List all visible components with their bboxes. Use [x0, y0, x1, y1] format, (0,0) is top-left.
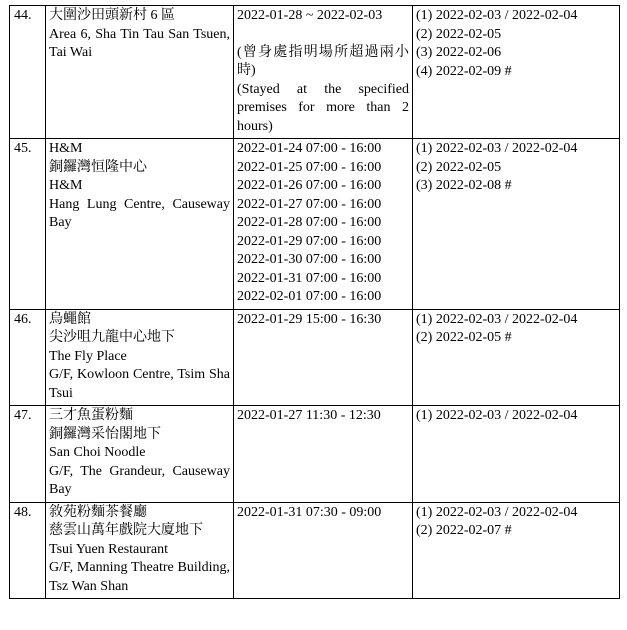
test-date: (3) 2022-02-08 #: [416, 178, 512, 193]
test-date: (1) 2022-02-03 / 2022-02-04: [416, 408, 578, 423]
test-date: (1) 2022-02-03 / 2022-02-04: [416, 8, 578, 23]
test-date: (2) 2022-02-05 #: [416, 330, 512, 345]
stay-note-chinese: (曾身處指明場所超過兩小時): [237, 44, 409, 78]
location-english: G/F, Manning Theatre Building, Tsz Wan Shan: [49, 560, 230, 594]
table-row: [10, 502, 620, 599]
location-chinese: 大圍沙田頭新村 6 區: [49, 8, 175, 23]
test-date: (2) 2022-02-05: [416, 26, 502, 42]
date-time: 2022-01-29 07:00 - 16:00: [237, 233, 382, 249]
date-range: 2022-01-28 ~ 2022-02-03: [237, 8, 383, 23]
test-dates-cell: [413, 309, 620, 406]
location-cell: [46, 6, 234, 139]
location-english: Hang Lung Centre, Causeway Bay: [49, 196, 230, 230]
location-name-english: H&M: [49, 141, 83, 156]
table-row: [10, 406, 620, 503]
location-chinese: 銅鑼灣采怡閣地下: [49, 426, 161, 442]
test-dates-cell: [413, 139, 620, 310]
date-cell: [234, 406, 413, 503]
row-number: 46.: [10, 309, 46, 406]
premises-table: [9, 5, 620, 599]
location-english: G/F, Kowloon Centre, Tsim Sha Tsui: [49, 367, 230, 401]
table-row: [10, 309, 620, 406]
test-date: (2) 2022-02-07 #: [416, 523, 512, 538]
test-dates-cell: [413, 6, 620, 139]
date-time: 2022-01-24 07:00 - 16:00: [237, 141, 382, 156]
date-cell: [234, 502, 413, 599]
location-english: Area 6, Sha Tin Tau San Tsuen, Tai Wai: [49, 26, 230, 60]
location-cell: [46, 309, 234, 406]
location-name-chinese: 敘苑粉麵茶餐廳: [49, 504, 147, 520]
location-english: G/F, The Grandeur, Causeway Bay: [49, 463, 230, 497]
test-date: (2) 2022-02-05: [416, 159, 502, 175]
date-time: 2022-01-28 07:00 - 16:00: [237, 215, 382, 230]
test-date: (1) 2022-02-03 / 2022-02-04: [416, 504, 578, 520]
location-name-english: San Choi Noodle: [49, 445, 146, 460]
date-cell: [234, 309, 413, 406]
location-name-chinese: 烏蠅館: [49, 311, 91, 327]
location-chinese: 銅鑼灣恒隆中心: [49, 159, 147, 175]
premises-list-document: [9, 5, 612, 599]
row-number: 45.: [10, 139, 46, 310]
location-chinese: 尖沙咀九龍中心地下: [49, 330, 175, 345]
row-number: 47.: [10, 406, 46, 503]
row-number: 44.: [10, 6, 46, 139]
location-name-english: The Fly Place: [49, 348, 127, 364]
date-time: 2022-01-31 07:30 - 09:00: [237, 504, 382, 520]
date-cell: [234, 6, 413, 139]
date-time: 2022-01-27 07:00 - 16:00: [237, 196, 382, 212]
location-name-chinese: 三才魚蛋粉麵: [49, 408, 133, 423]
test-dates-cell: [413, 406, 620, 503]
location-cell: [46, 502, 234, 599]
table-row: [10, 6, 620, 139]
date-time: 2022-02-01 07:00 - 16:00: [237, 289, 382, 304]
date-time: 2022-01-30 07:00 - 16:00: [237, 252, 382, 267]
date-time: 2022-01-26 07:00 - 16:00: [237, 178, 382, 193]
location-chinese: 慈雲山萬年戲院大廈地下: [49, 523, 203, 538]
date-time: 2022-01-27 11:30 - 12:30: [237, 408, 381, 423]
date-cell: [234, 139, 413, 310]
stay-note-english: (Stayed at the specified premises for more than 2 hours): [237, 81, 409, 134]
test-date: (4) 2022-02-09 #: [416, 63, 512, 79]
test-dates-cell: [413, 502, 620, 599]
location-name-english: H&M: [49, 178, 83, 193]
date-time: 2022-01-29 15:00 - 16:30: [237, 311, 382, 327]
location-cell: [46, 406, 234, 503]
table-row: [10, 139, 620, 310]
test-date: (3) 2022-02-06: [416, 45, 502, 60]
date-time: 2022-01-31 07:00 - 16:00: [237, 270, 382, 286]
row-number: 48.: [10, 502, 46, 599]
location-name-english: Tsui Yuen Restaurant: [49, 541, 169, 557]
test-date: (1) 2022-02-03 / 2022-02-04: [416, 141, 578, 156]
location-cell: [46, 139, 234, 310]
date-time: 2022-01-25 07:00 - 16:00: [237, 159, 382, 175]
test-date: (1) 2022-02-03 / 2022-02-04: [416, 311, 578, 327]
